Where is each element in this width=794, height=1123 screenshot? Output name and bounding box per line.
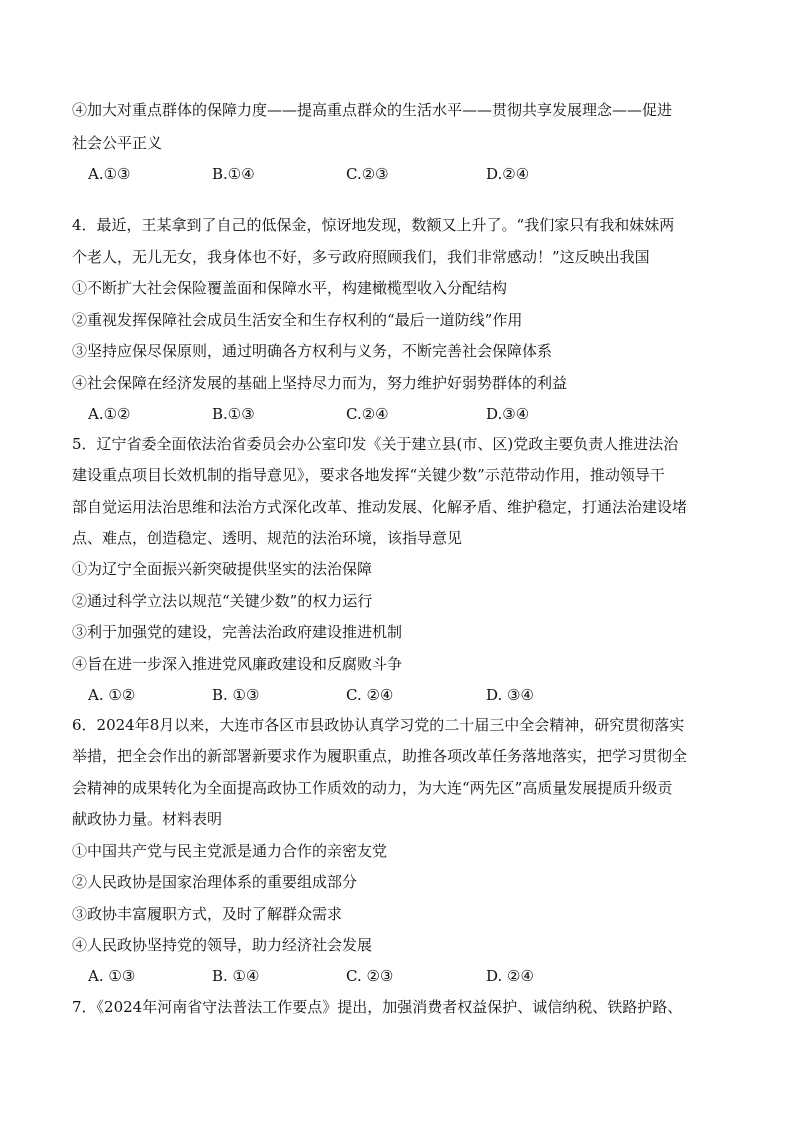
q6-statement-4: ④人民政协坚持党的领导，助力经济社会发展 xyxy=(72,936,373,954)
q5-option-d[interactable]: D. ③④ xyxy=(486,686,534,704)
q5-statement-4: ④旨在进一步深入推进党风廉政建设和反腐败斗争 xyxy=(72,655,403,673)
q4-stem-line-1: 4．最近，王某拿到了自己的低保金，惊讶地发现，数额又上升了。“我们家只有我和妹妹两 xyxy=(72,216,675,234)
q4-statement-3: ③坚持应保尽保原则，通过明确各方权利与义务，不断完善社会保障体系 xyxy=(72,342,553,360)
q5-statement-2: ②通过科学立法以规范“关键少数”的权力运行 xyxy=(72,592,373,610)
q3-option-d[interactable]: D.②④ xyxy=(486,165,530,183)
q6-statement-1: ①中国共产党与民主党派是通力合作的亲密友党 xyxy=(72,842,388,860)
q4-option-b[interactable]: B.①③ xyxy=(212,405,255,423)
q6-stem-line-3: 会精神的成果转化为全面提高政协工作质效的动力，为大连“两先区”高质量发展提质升级贡 xyxy=(72,779,673,797)
q6-option-c[interactable]: C. ②③ xyxy=(346,967,394,985)
q5-stem-line-2: 建设重点项目长效机制的指导意见》，要求各地发挥“关键少数”示范带动作用，推动领导干 xyxy=(72,466,665,484)
q6-stem-line-1: 6．2024年8月以来，大连市各区市县政协认真学习党的二十届三中全会精神，研究贯彻落实 xyxy=(72,716,685,734)
q4-stem-line-2: 个老人，无儿无女，我身体也不好，多亏政府照顾我们，我们非常感动！”这反映出我国 xyxy=(72,248,650,266)
q5-statement-1: ①为辽宁全面振兴新突破提供坚实的法治保障 xyxy=(72,560,373,578)
q5-option-a[interactable]: A. ①② xyxy=(88,686,136,704)
q3-option-c[interactable]: C.②③ xyxy=(346,165,389,183)
q6-stem-line-4: 献政协力量。材料表明 xyxy=(72,810,223,828)
q5-stem-line-1: 5．辽宁省委全面依法治省委员会办公室印发《关于建立县(市、区)党政主要负责人推进法治 xyxy=(72,435,679,453)
q3-statement-4-line-1: ④加大对重点群体的保障力度——提高重点群众的生活水平——贯彻共享发展理念——促进 xyxy=(72,101,673,119)
q3-statement-4-line-2: 社会公平正义 xyxy=(72,134,163,152)
q4-options xyxy=(0,404,794,424)
q5-option-c[interactable]: C. ②④ xyxy=(346,686,394,704)
q6-option-b[interactable]: B. ①④ xyxy=(212,967,260,985)
q4-statement-2: ②重视发挥保障社会成员生活安全和生存权利的“最后一道防线”作用 xyxy=(72,311,523,329)
q4-option-d[interactable]: D.③④ xyxy=(486,405,530,423)
q6-option-a[interactable]: A. ①③ xyxy=(88,967,136,985)
q3-option-b[interactable]: B.①④ xyxy=(212,165,255,183)
q5-statement-3: ③利于加强党的建设，完善法治政府建设推进机制 xyxy=(72,623,403,641)
q6-stem-line-2: 举措，把全会作出的新部署新要求作为履职重点，助推各项改革任务落地落实，把学习贯彻全 xyxy=(72,747,688,765)
q5-stem-line-3: 部自觉运用法治思维和法治方式深化改革、推动发展、化解矛盾、维护稳定，打通法治建设堵 xyxy=(72,498,688,516)
q6-options xyxy=(0,966,794,986)
q3-options xyxy=(0,164,794,184)
q7-stem-line-1: 7．《2024年河南省守法普法工作要点》提出，加强消费者权益保护、诚信纳税、铁路护路、 xyxy=(72,998,683,1016)
q4-option-a[interactable]: A.①② xyxy=(88,405,131,423)
q6-statement-2: ②人民政协是国家治理体系的重要组成部分 xyxy=(72,873,358,891)
q5-option-b[interactable]: B. ①③ xyxy=(212,686,260,704)
q5-stem-line-4: 点、难点，创造稳定、透明、规范的法治环境，该指导意见 xyxy=(72,529,463,547)
q4-option-c[interactable]: C.②④ xyxy=(346,405,389,423)
q6-option-d[interactable]: D. ②④ xyxy=(486,967,534,985)
q4-statement-4: ④社会保障在经济发展的基础上坚持尽力而为，努力维护好弱势群体的利益 xyxy=(72,374,568,392)
q3-option-a[interactable]: A.①③ xyxy=(88,165,131,183)
q4-statement-1: ①不断扩大社会保险覆盖面和保障水平，构建橄榄型收入分配结构 xyxy=(72,279,508,297)
q6-statement-3: ③政协丰富履职方式，及时了解群众需求 xyxy=(72,905,343,923)
q5-options xyxy=(0,685,794,705)
